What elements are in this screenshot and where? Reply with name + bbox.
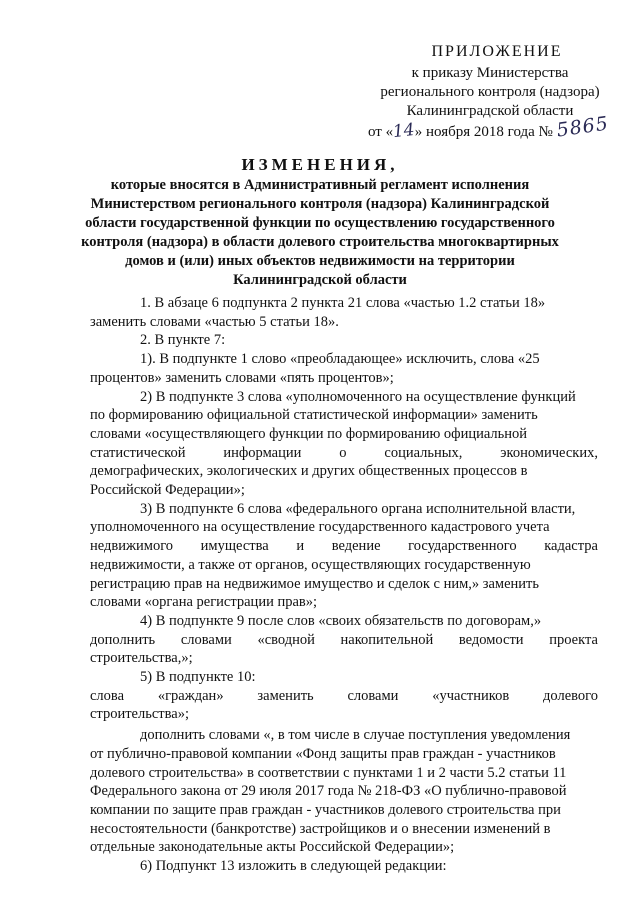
document-subtitle	[80, 176, 560, 290]
paragraph-5	[90, 500, 598, 612]
subtitle-line: области государственной функции по осуществлению государственного	[85, 215, 555, 231]
text-line: 2) В подпункте 3 слова «уполномоченного на осуществление функций	[140, 388, 576, 405]
subtitle-line: которые вносятся в Административный регламент исполнения	[110, 177, 530, 193]
subtitle-line: Министерством регионального контроля (надзора) Калининградской	[90, 196, 550, 212]
text-line: словами «осуществляющего функции по формированию официальной	[90, 425, 528, 442]
appendix-line-ministry: регионального контроля (надзора)	[380, 84, 600, 100]
text-line: регистрацию прав на недвижимое имущество и сделок с ним,» заменить	[90, 575, 540, 592]
paragraph-10	[90, 857, 598, 876]
document-title: ИЗМЕНЕНИЯ,	[241, 155, 399, 174]
text-line: несостоятельности (банкротстве) застройщиков и о внесении изменений в	[90, 820, 551, 837]
appendix-header	[360, 42, 620, 142]
text-line: строительства»;	[90, 706, 189, 723]
text-line: дополнить словами «, в том числе в случае поступления уведомления	[140, 727, 571, 744]
text-line: по формированию официальной статистической информации» заменить	[90, 407, 538, 424]
text-line: строительства,»;	[90, 650, 193, 667]
text-line: 6) Подпункт 13 изложить в следующей редакции:	[140, 858, 447, 875]
text-line: заменить словами «частью 5 статьи 18».	[90, 313, 339, 330]
text-line: отдельные законодательные акты Российской Федерации»;	[90, 839, 455, 856]
paragraph-4	[90, 388, 598, 500]
text-line: 2. В пункте 7:	[140, 332, 226, 349]
text-line-justified: слова «граждан» заменить словами «участников долевого	[90, 687, 598, 704]
subtitle-line: контроля (надзора) в области долевого строительства многоквартирных	[81, 234, 559, 250]
text-line: 1). В подпункте 1 слово «преобладающее» исключить, слова «25	[140, 351, 540, 368]
handwritten-order-number: 5865	[554, 112, 610, 142]
text-line: Федерального закона от 29 июля 2017 года № 218-ФЗ «О публично-правовой	[90, 783, 567, 800]
text-line-justified: недвижимого имущества и ведение государственного кадастра	[90, 538, 598, 555]
text-line: демографических, экологических и других общественных процессов в	[90, 463, 528, 480]
text-line: 5) В подпункте 10:	[140, 669, 256, 686]
text-line: процентов» заменить словами «пять процентов»;	[90, 369, 394, 386]
appendix-line-order: к приказу Министерства	[411, 65, 569, 81]
text-line: уполномоченного на осуществление государственного кадастрового учета	[90, 519, 550, 536]
handwritten-date-day: 14	[392, 119, 416, 143]
paragraph-6	[90, 612, 598, 668]
document-body	[90, 294, 598, 876]
paragraph-8	[90, 687, 598, 724]
subtitle-line: домов и (или) иных объектов недвижимости на территории	[125, 253, 515, 269]
paragraph-2	[90, 331, 598, 350]
subtitle-line: Калининградской области	[233, 272, 407, 288]
text-line: долевого строительства» в соответствии с пунктами 1 и 2 части 5.2 статьи 11	[90, 764, 567, 781]
paragraph-3	[90, 350, 598, 387]
text-line-justified: дополнить словами «сводной накопительной ведомости проекта	[90, 631, 598, 648]
date-suffix: » ноября 2018 года №	[414, 124, 553, 140]
text-line: 3) В подпункте 6 слова «федерального органа исполнительной власти,	[140, 500, 576, 517]
appendix-line-region: Калининградской области	[406, 103, 574, 119]
appendix-title: ПРИЛОЖЕНИЕ	[431, 43, 563, 60]
text-line: от публично-правовой компании «Фонд защиты прав граждан - участников	[90, 745, 556, 762]
appendix-date-line	[360, 112, 620, 143]
text-line: Российской Федерации»;	[90, 482, 245, 499]
text-line-justified: статистической информации о социальных, экономических,	[90, 444, 598, 461]
paragraph-9	[90, 726, 598, 857]
date-prefix: от «	[368, 124, 394, 140]
text-line: компании по защите прав граждан - участников долевого строительства при	[90, 801, 561, 818]
text-line: 4) В подпункте 9 после слов «своих обязательств по договорам,»	[140, 612, 542, 629]
text-line: словами «органа регистрации прав»;	[90, 594, 318, 611]
paragraph-7	[90, 668, 598, 687]
paragraph-1	[90, 294, 598, 331]
text-line: недвижимости, а также от органов, осуществляющих государственную	[90, 556, 531, 573]
text-line: 1. В абзаце 6 подпункта 2 пункта 21 слова «частью 1.2 статьи 18»	[140, 295, 546, 311]
